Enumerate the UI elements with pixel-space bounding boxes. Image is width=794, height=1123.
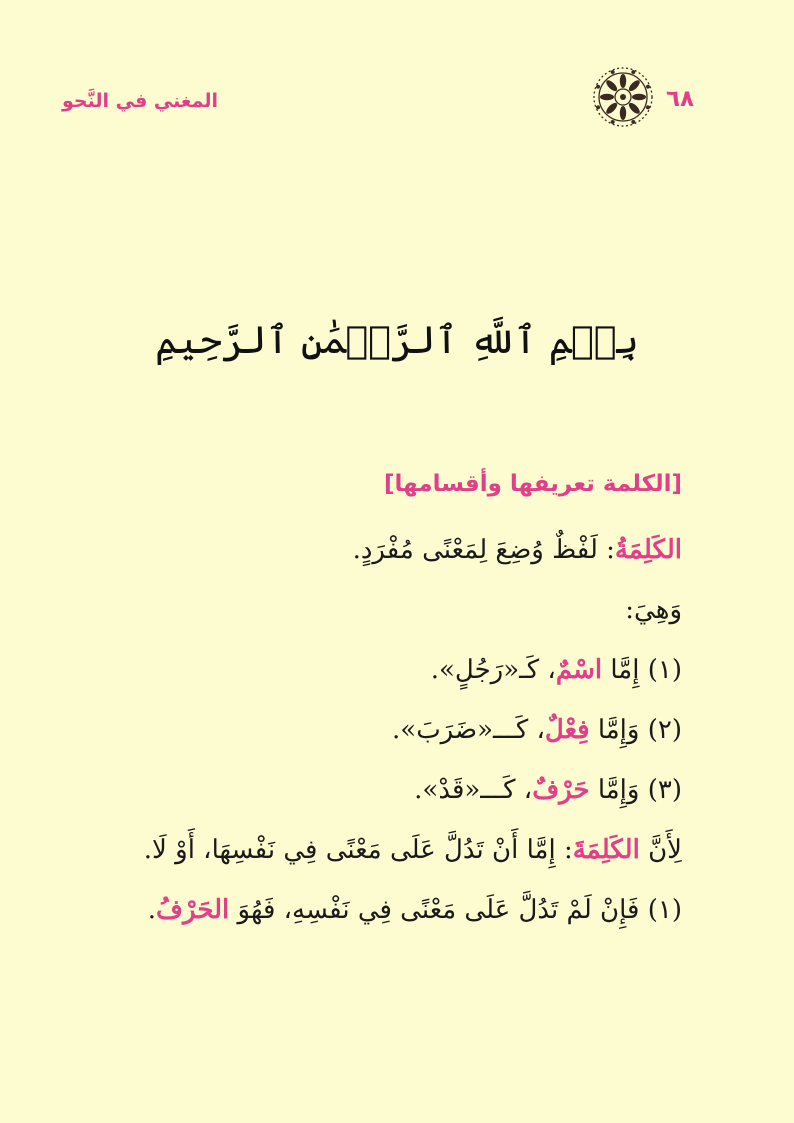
definition-paragraph — [107, 520, 682, 580]
list-item-term: حَرْفٌ — [532, 775, 590, 805]
list-item-term: اسْمٌ — [555, 655, 603, 685]
list-item — [107, 700, 682, 760]
list-item-term: فِعْلٌ — [544, 715, 590, 745]
page-number: ٦٨ — [666, 86, 695, 112]
reason-term: الكَلِمَةَ — [572, 835, 640, 865]
definition-text: : لَفْظٌ وُضِعَ لِمَعْنًى مُفْرَدٍ. — [352, 535, 615, 565]
case-suffix: . — [147, 895, 157, 925]
reason-text: : إِمَّا أَنْ تَدُلَّ عَلَى مَعْنًى فِي نَفْسِهَا، أَوْ لَا. — [143, 835, 573, 865]
reason-prefix: لِأَنَّ — [639, 835, 682, 865]
definition-term: الكَلِمَةُ — [614, 535, 682, 565]
list-item-prefix: (١) إِمَّا — [602, 655, 682, 685]
running-title: المغني في النَّحو — [62, 90, 218, 112]
case-paragraph — [107, 880, 682, 940]
reason-paragraph — [107, 820, 682, 880]
basmala: بِسۡمِ ٱللَّهِ ٱلرَّحۡمَٰنِ ٱلرَّحِيمِ — [155, 318, 639, 362]
intro-line: وَهِيَ: — [625, 595, 682, 625]
case-term: الحَرْفُ — [156, 895, 230, 925]
list-item-example: ، كَـ«رَجُلٍ». — [430, 655, 556, 685]
list-item-prefix: (٢) وَإِمَّا — [589, 715, 682, 745]
list-item-example: ، كَـــ«قَدْ». — [414, 775, 533, 805]
list-item-prefix: (٣) وَإِمَّا — [589, 775, 682, 805]
case-prefix: (١) فَإِنْ لَمْ تَدُلَّ عَلَى مَعْنًى فِي نَفْسِهِ، فَهُوَ — [229, 895, 682, 925]
page-header — [0, 60, 794, 130]
main-content — [107, 462, 682, 940]
section-title: [الكلمة تعريفها وأقسامها] — [384, 471, 682, 497]
list-item — [107, 760, 682, 820]
rosette-ornament-icon — [590, 64, 656, 130]
list-item — [107, 640, 682, 700]
list-item-example: ، كَـــ«ضَرَبَ». — [392, 715, 545, 745]
